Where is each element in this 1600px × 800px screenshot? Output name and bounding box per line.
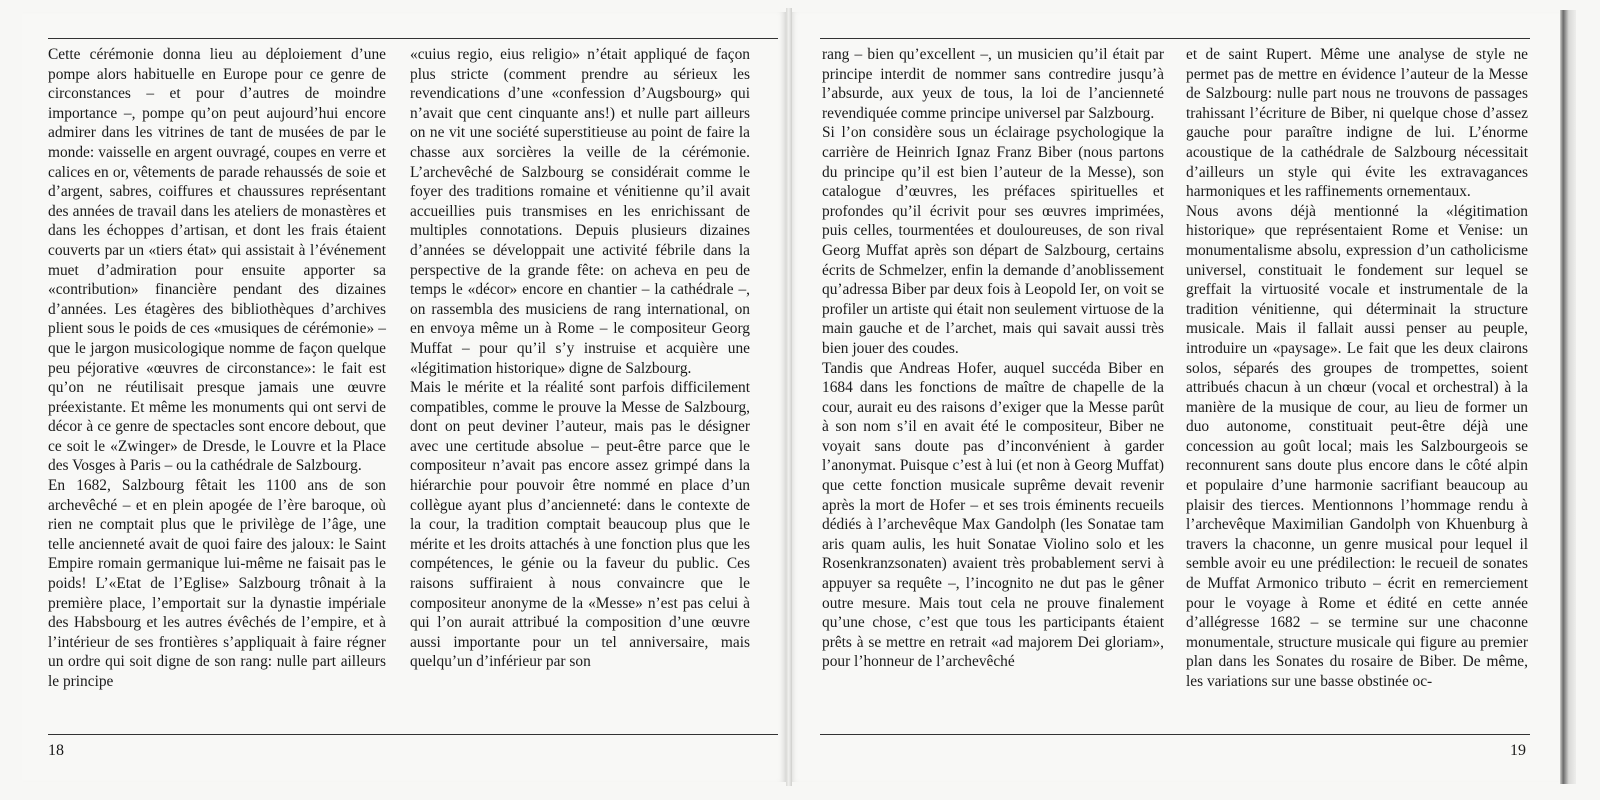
right-page-column-1 — [822, 45, 1164, 672]
top-rule-left — [48, 38, 778, 39]
page-number-right: 19 — [1510, 742, 1526, 759]
paragraph: Mais le mérite et la réalité sont parfois difficilement compatibles, comme le prouve la Messe de Salzbourg, dont on peut deviner l’auteur, mais pas le désigner avec une certitude absolue – peut-être parce que le compositeur n’avait pas encore assez grimpé dans la hiérarchie pour pouvoir être nommé en place d’un collègue ayant plus d’ancienneté: dans le contexte de la cour, la tradition comptait beaucoup plus que le mérite et les droits attachés à une fonction plus que les compétences, le génie ou la faveur du public. Ces raisons suffiraient à nous convaincre que le compositeur anonyme de la «Messe» n’est pas celui à qui l’on aurait attribué la composition d’une œuvre aussi importante pour un tel anniversaire, mais quelqu’un d’inférieur par son — [410, 379, 750, 671]
paragraph: «cuius regio, eius religio» n’était appliqué de façon plus stricte (comment prendre au sérieux les revendications d’une «confession d’Augsbourg» qui n’avait que cent cinquante ans!) et nulle part ailleurs on ne vit une société superstitieuse au point de faire la chasse aux sorcières la veille de la cérémonie. L’archevêché de Salzbourg se considérait comme le foyer des traditions romaine et vénitienne qu’il avait accueillies puis transmises en les enrichissant de multiples connotations. Depuis plusieurs dizaines d’années se développait une activité fébrile dans la perspective de la grande fête: on acheva en peu de temps le «décor» encore en chantier – la cathédrale –, on rassembla des musiciens de rang international, on en envoya même un à Rome – le compositeur Georg Muffat – pour qu’il s’y instruise et acquière une «légitimation historique» digne de Salzbourg. — [410, 46, 750, 377]
right-page-column-2 — [1186, 45, 1528, 692]
paragraph: et de saint Rupert. Même une analyse de style ne permet pas de mettre en évidence l’auteur de la Messe de Salzbourg: nulle part nous ne trouvons de passages trahissant l’écriture de Biber, ni quelque chose d’assez gauche pour paraître indigne de lui. L’énorme acoustique de la cathédrale de Salzbourg nécessitait d’ailleurs un style qui évite les extravagances harmoniques et les raffinements ornementaux. — [1186, 46, 1528, 201]
paragraph: Tandis que Andreas Hofer, auquel succéda Biber en 1684 dans les fonctions de maître de chapelle de la cour, aurait eu des raisons d’exiger que la Messe parût à son nom s’il en avait été le compositeur, Biber ne voyait sans doute pas d’inconvénient à garder l’anonymat. Puisque c’est à lui (et non à Georg Muffat) que cette fonction musicale suprême devait revenir après la mort de Hofer – et ses trois éminents recueils dédiés à l’archevêque Max Gandolph (les Sonatae tam aris quam aulis, les huit Sonatae Violino solo et les Rosenkranzsonaten) avaient très probablement servi à appuyer sa requête –, l’incognito ne dut pas le gêner outre mesure. Mais tout cela ne prouve finalement qu’une chose, c’est que tous les participants étaient prêts à se mettre en retrait «ad majorem Dei gloriam», pour l’honneur de l’archevêché — [822, 359, 1164, 671]
left-page-column-2 — [410, 45, 750, 672]
bottom-rule-left — [48, 734, 778, 735]
page-edge — [1560, 10, 1576, 784]
left-page-column-1 — [48, 45, 386, 692]
book-gutter — [786, 8, 792, 786]
paragraph: En 1682, Salzbourg fêtait les 1100 ans de son archevêché – et en plein apogée de l’ère baroque, où rien ne comptait plus que le privilège de l’âge, une telle ancienneté avait de quoi faire des jaloux: le Saint Empire romain germanique lui-même ne faisait pas le poids! L’«Etat de l’Eglise» Salzbourg trônait à la première place, l’emportait sur la dynastie impériale des Habsbourg et les autres évêchés de l’empire, et à l’intérieur de ses frontières s’appliquait à faire régner un ordre qui soit digne de son rang: nulle part ailleurs le principe — [48, 477, 386, 690]
paragraph: rang – bien qu’excellent –, un musicien qu’il était par principe interdit de nommer sans contredire jusqu’à l’absurde, aux yeux de tous, la loi de l’ancienneté revendiquée comme principe universel par Salzbourg. — [822, 46, 1164, 122]
bottom-rule-right — [820, 734, 1530, 735]
paragraph: Cette cérémonie donna lieu au déploiement d’une pompe alors habituelle en Europe pour ce genre de circonstances – et pour d’autres de moindre importance –, pompe qu’on peut aujourd’hui encore admirer dans les vitrines de tant de musées de par le monde: vaisselle en argent ouvragé, coupes en verre et calices en or, vêtements de parade rehaussés de soie et d’argent, sabres, coiffures et chaussures représentant des années de travail dans les ateliers de monastères et dans les échoppes d’artisan, et dont les frais étaient couverts par un «tiers état» qui assistait à l’événement muet d’admiration pour ensuite apporter sa «contribution» financière pendant des dizaines d’années. Les étagères des bibliothèques d’archives plient sous le poids de ces «musiques de cérémonie» – que le jargon musicologique nomme de façon quelque peu péjorative «œuvres de circonstance»: le fait est qu’on ne réutilisait presque jamais une œuvre préexistante. Et même les monuments qui ont servi de décor à ce genre de spectacles sont encore debout, que ce soit le «Zwinger» de Dresde, le Louvre et la Place des Vosges à Paris – ou la cathédrale de Salzbourg. — [48, 46, 386, 475]
top-rule-right — [820, 38, 1530, 39]
page-number-left: 18 — [48, 742, 64, 759]
paragraph: Nous avons déjà mentionné la «légitimation historique» que représentaient Rome et Venise: un monumentalisme absolu, expression d’un catholicisme universel, constituait le fondement sur lequel se greffait la virtuosité vocale et instrumentale de la tradition vénitienne, qui déterminait la structure musicale. Mais il fallait aussi penser au peuple, introduire un «paysage». Le fait que les deux clairons solos, séparés des groupes de trompettes, soient attribués chacun à un chœur (vocal et orchestral) à la manière de la musique de cour, au lieu de former un duo autonome, constituait peut-être déjà une concession au goût local; mais les Salzbourgeois se reconnurent sans doute plus encore dans le côté alpin et populaire d’une harmonie sacrifiant beaucoup au plaisir des tierces. Mentionnons l’hommage rendu à l’archevêque Maximilian Gandolph von Khuenburg à travers la chaconne, un genre musical pour lequel il semble avoir eu une prédilection: le recueil de sonates de Muffat Armonico tributo – écrit en remerciement pour le voyage à Rome et édité en cette année d’allégresse 1682 – se termine sur une chaconne monumentale, structure musicale qui figure au premier plan dans les Sonates du rosaire de Biber. De même, les variations sur une basse obstinée oc- — [1186, 202, 1528, 690]
paragraph: Si l’on considère sous un éclairage psychologique la carrière de Heinrich Ignaz Franz Biber (nous partons du principe qu’il est bien l’auteur de la Messe), son catalogue d’œuvres, les préfaces spirituelles et profondes qu’il écrivit pour ses œuvres imprimées, puis celles, tourmentées et douloureuses, de son rival Georg Muffat après son départ de Salzbourg, certains écrits de Schmelzer, enfin la demande d’anoblissement qu’adressa Biber par deux fois à Leopold Ier, on voit se profiler un artiste qui était non seulement virtuose de la main gauche et de l’archet, mais qui savait aussi très bien jouer des coudes. — [822, 124, 1164, 357]
